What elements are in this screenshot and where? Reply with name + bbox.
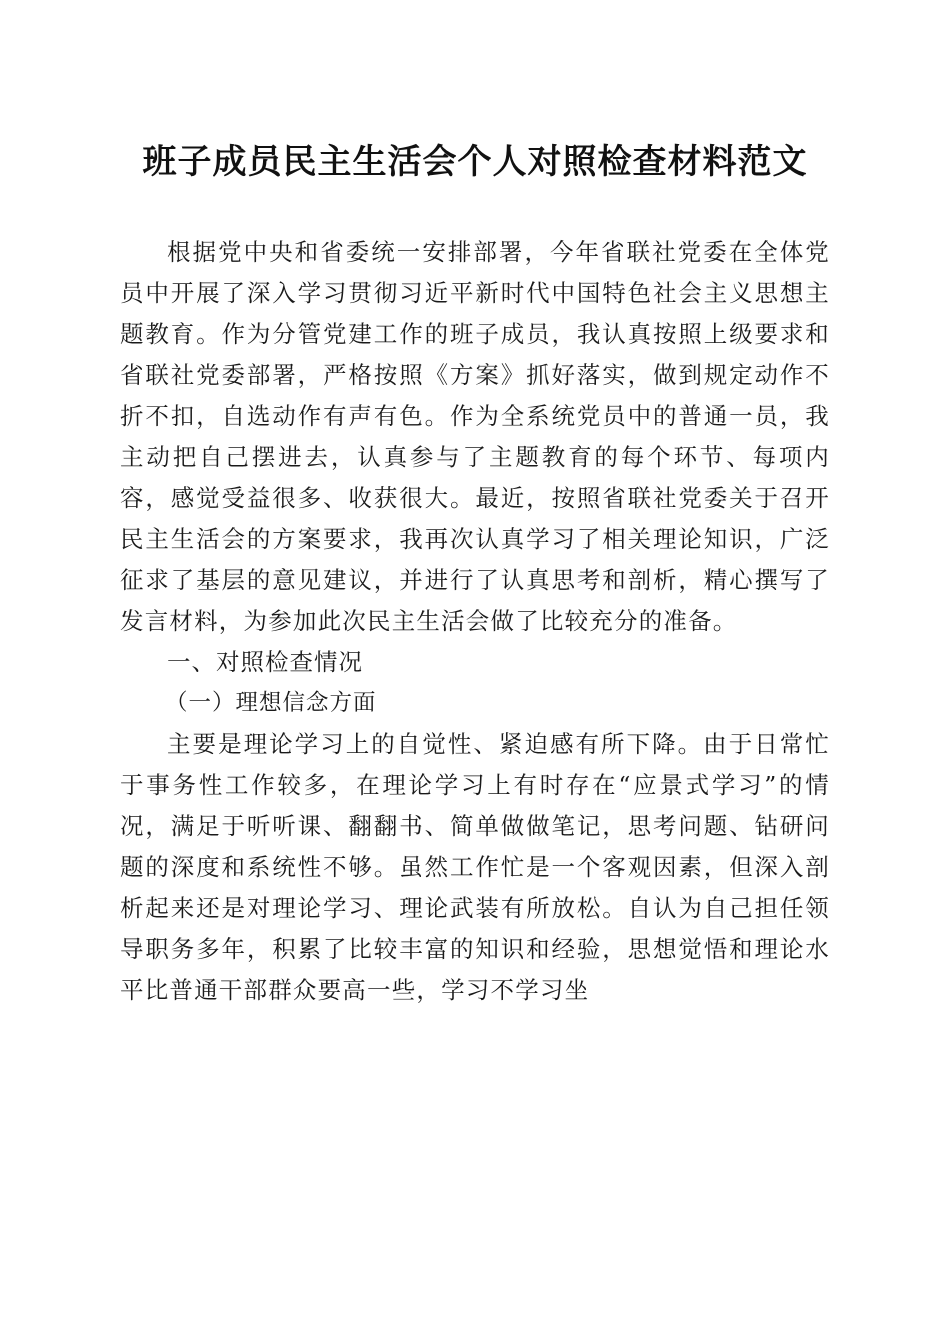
subsection-paragraph: 主要是理论学习上的自觉性、紧迫感有所下降。由于日常忙于事务性工作较多，在理论学习上有时存在“应景式学习”的情况，满足于听听课、翻翻书、简单做做笔记，思考问题、钻研问题的深度和系统性不够。虽然工作忙是一个客观因素，但深入剖析起来还是对理论学习、理论武装有所放松。自认为自己担任领导职务多年，积累了比较丰富的知识和经验，思想觉悟和理论水平比普通干部群众要高一些，学习不学习坐 (120, 730, 830, 1004)
document-title: 班子成员民主生活会个人对照检查材料范文 (142, 142, 808, 182)
document-body (120, 232, 830, 1011)
subsection-heading: （一）理想信念方面 (165, 690, 377, 716)
intro-paragraph: 根据党中央和省委统一安排部署，今年省联社党委在全体党员中开展了深入学习贯彻习近平新时代中国特色社会主义思想主题教育。作为分管党建工作的班子成员，我认真按照上级要求和省联社党委部署，严格按照《方案》抓好落实，做到规定动作不折不扣，自选动作有声有色。作为全系统党员中的普通一员，我主动把自己摆进去，认真参与了主题教育的每个环节、每项内容，感觉受益很多、收获很大。最近，按照省联社党委关于召开民主生活会的方案要求，我再次认真学习了相关理论知识，广泛征求了基层的意见建议，并进行了认真思考和剖析，精心撰写了发言材料，为参加此次民主生活会做了比较充分的准备。 (120, 238, 830, 635)
section-heading: 一、对照检查情况 (167, 648, 363, 676)
